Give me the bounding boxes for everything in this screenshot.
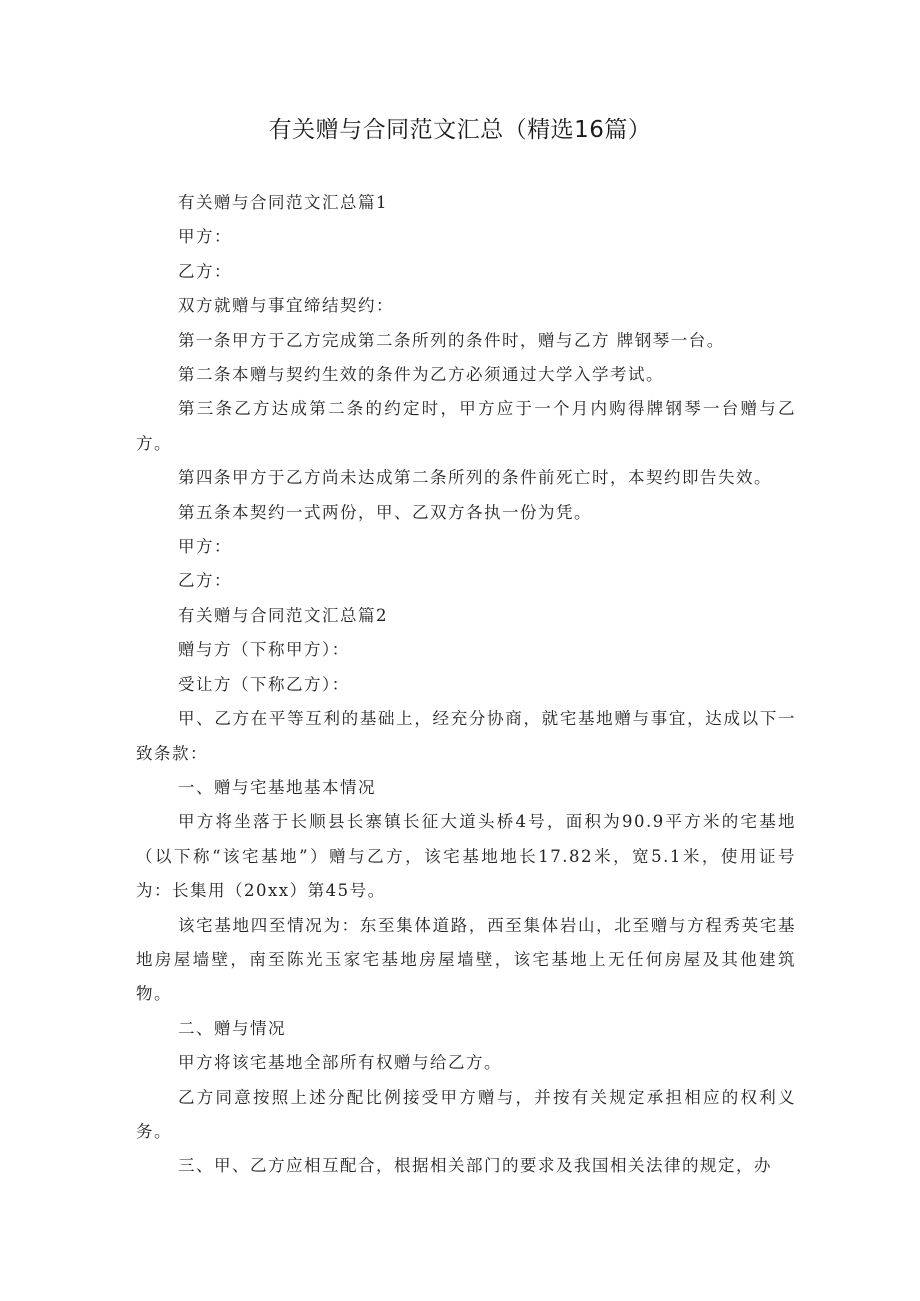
paragraph: 赠与方（下称甲方）： — [178, 640, 350, 660]
paragraph: 第四条甲方于乙方尚未达成第二条所列的条件前死亡时，本契约即告失效。 — [178, 468, 772, 488]
paragraph: 第三条乙方达成第二条的约定时，甲方应于一个月内购得牌钢琴一台赠与乙方。 — [136, 399, 796, 453]
paragraph: 有关赠与合同范文汇总篇1 — [178, 193, 388, 212]
paragraph: 第二条本赠与契约生效的条件为乙方必须通过大学入学考试。 — [178, 365, 664, 385]
paragraph: 一、赠与宅基地基本情况 — [178, 777, 376, 797]
paragraph: 甲、乙方在平等互利的基础上，经充分协商，就宅基地赠与事宜，达成以下一致条款： — [136, 709, 796, 763]
paragraph: 三、甲、乙方应相互配合，根据相关部门的要求及我国相关法律的规定，办 — [178, 1156, 772, 1176]
paragraph: 乙方： — [178, 571, 232, 591]
paragraph: 该宅基地四至情况为：东至集体道路，西至集体岩山，北至赠与方程秀英宅基地房屋墙壁，南至陈光玉家宅基地房屋墙壁，该宅基地上无任何房屋及其他建筑物。 — [136, 915, 796, 1004]
paragraph: 双方就赠与事宜缔结契约： — [178, 296, 394, 316]
paragraph: 甲方将坐落于长顺县长寨镇长征大道头桥4号，面积为90.9平方米的宅基地（以下称“该宅基地”）赠与乙方，该宅基地地长17.82米，宽5.1米，使用证号为：长集用（20xx）第45号。 — [136, 812, 796, 901]
paragraph: 第一条甲方于乙方完成第二条所列的条件时，赠与乙方 牌钢琴一台。 — [178, 330, 725, 350]
paragraph: 乙方同意按照上述分配比例接受甲方赠与，并按有关规定承担相应的权利义务。 — [136, 1087, 796, 1141]
document-body — [136, 186, 796, 1184]
document-title: 有关赠与合同范文汇总（精选16篇） — [268, 117, 652, 143]
paragraph: 乙方： — [178, 261, 232, 281]
paragraph: 二、赠与情况 — [178, 1018, 286, 1038]
paragraph: 甲方： — [178, 537, 232, 557]
paragraph: 第五条本契约一式两份，甲、乙双方各执一份为凭。 — [178, 502, 592, 522]
paragraph: 甲方将该宅基地全部所有权赠与给乙方。 — [178, 1053, 502, 1073]
paragraph: 有关赠与合同范文汇总篇2 — [178, 605, 388, 625]
paragraph: 受让方（下称乙方）： — [178, 674, 350, 694]
paragraph: 甲方： — [178, 227, 232, 247]
